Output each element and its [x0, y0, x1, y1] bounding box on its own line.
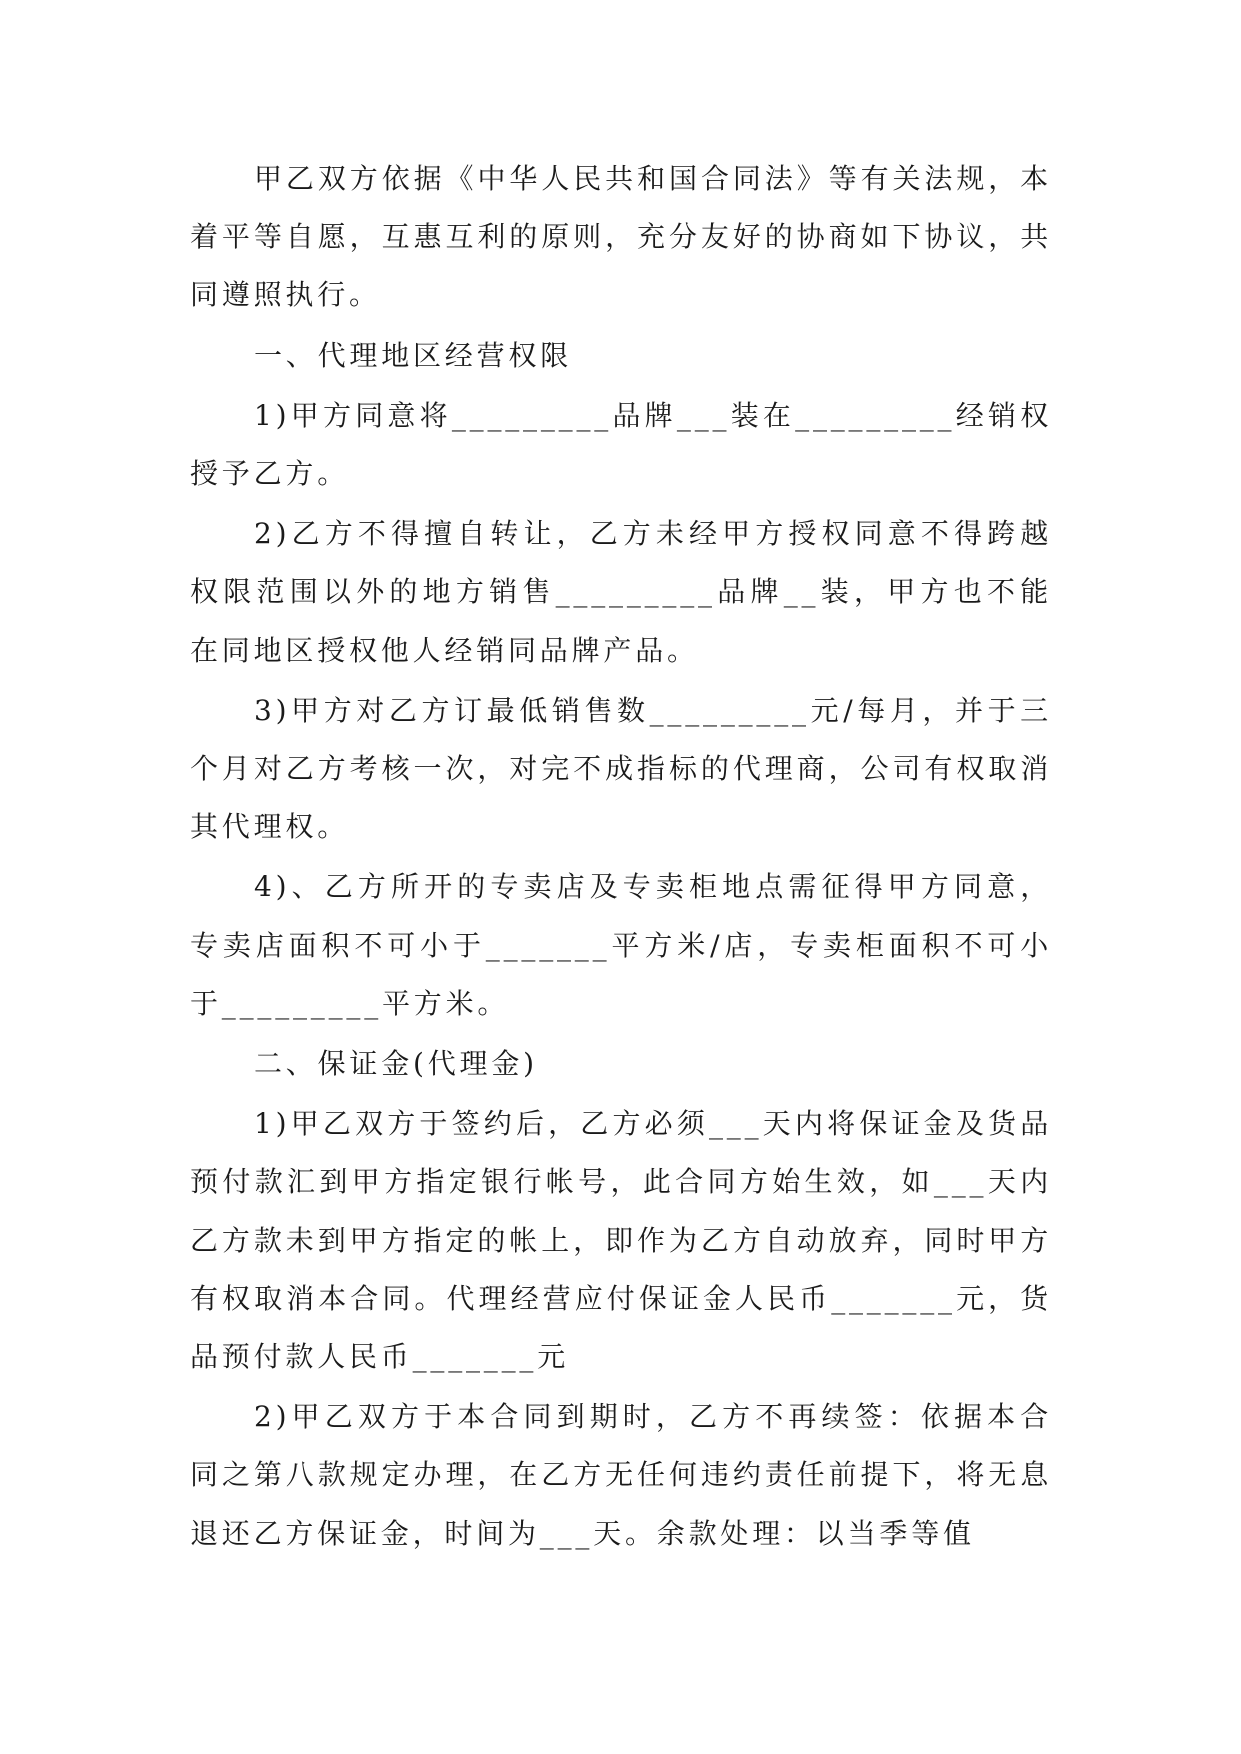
- section-heading-2: 二、保证金(代理金): [254, 1047, 538, 1081]
- section-heading-1: 一、代理地区经营权限: [254, 338, 573, 372]
- intro-paragraph: 甲乙双方依据《中华人民共和国合同法》等有关法规，本着平等自愿，互惠互利的原则，充分友好的协商如下协议，共同遵照执行。: [190, 162, 1052, 312]
- clause-1-1: 1)甲方同意将_________品牌___装在_________经销权授予乙方。: [190, 398, 1052, 491]
- clause-2-2: 2)甲乙双方于本合同到期时，乙方不再续签：依据本合同之第八款规定办理，在乙方无任何违约责任前提下，将无息退还乙方保证金，时间为___天。余款处理：以当季等值: [190, 1400, 1052, 1550]
- document-body: [190, 150, 1052, 1565]
- clause-1-3: 3)甲方对乙方订最低销售数_________元/每月，并于三个月对乙方考核一次，对完不成指标的代理商，公司有权取消其代理权。: [190, 693, 1052, 844]
- clause-2-1: 1)甲乙双方于签约后，乙方必须___天内将保证金及货品预付款汇到甲方指定银行帐号，此合同方始生效，如___天内乙方款未到甲方指定的帐上，即作为乙方自动放弃，同时甲方有权取消本合同。代理经营应付保证金人民币_______元，货品预付款人民币_______元: [190, 1107, 1052, 1374]
- clause-1-4: 4)、乙方所开的专卖店及专卖柜地点需征得甲方同意，专卖店面积不可小于_______平方米/店，专卖柜面积不可小于_________平方米。: [190, 870, 1052, 1020]
- clause-1-2: 2)乙方不得擅自转让，乙方未经甲方授权同意不得跨越权限范围以外的地方销售_________品牌__装，甲方也不能在同地区授权他人经销同品牌产品。: [190, 517, 1052, 667]
